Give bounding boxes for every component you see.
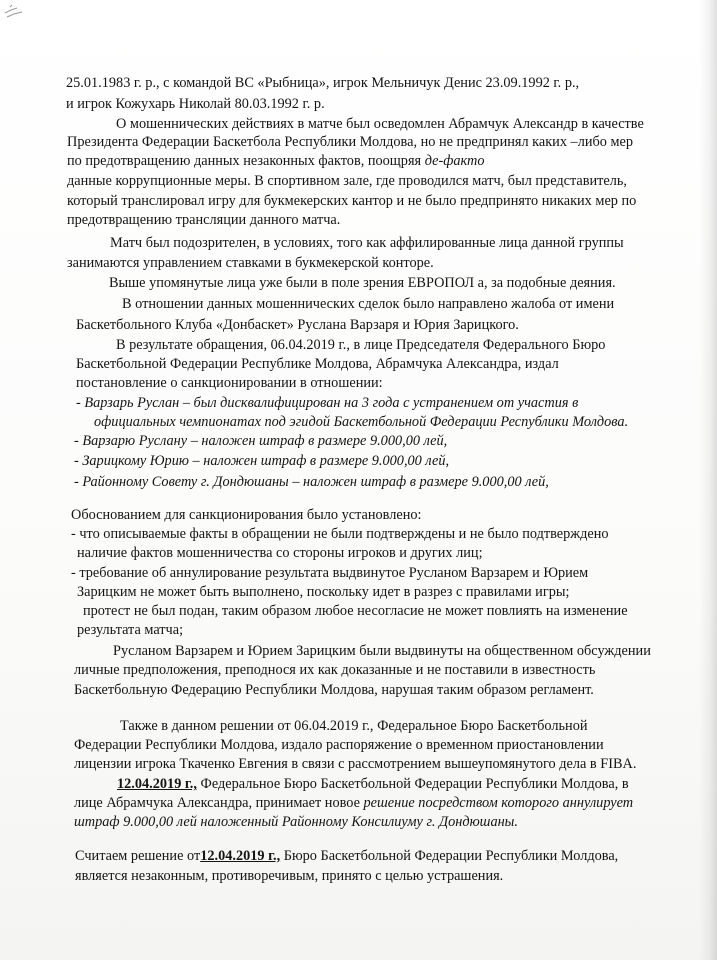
p9-decision-date: 12.04.2019 г., <box>200 848 281 864</box>
grounds-line-4: - требование об аннулирование результата выдвинутое Русланом Варзарем и Юрием <box>71 565 589 581</box>
intro-line-1: 25.01.1983 г. р., с командой ВС «Рыбница», игрок Мельничук Денис 23.09.1992 г. р., <box>66 75 580 91</box>
p7-line-1: Также в данном решении от 06.04.2019 г., Федеральное Бюро Баскетбольной <box>120 718 588 734</box>
p1-line-1: О мошеннических действиях в матче был осведомлен Абрамчук Александр в качестве <box>116 116 644 132</box>
p5-line-1: В результате обращения, 06.04.2019 г., в лице Председателя Федерального Бюро <box>116 337 606 353</box>
grounds-line-6: протест не был подан, таким образом любое несогласие не может повлиять на изменение <box>83 603 628 619</box>
p2-line-2: занимаются управлением ставками в букмекерской конторе. <box>67 255 434 271</box>
p8-line-2-text: лице Абрамчука Александра, принимает новое <box>74 795 364 811</box>
p8-line-1-text: Федеральное Бюро Баскетбольной Федерации Республики Молдова, в <box>196 776 629 792</box>
de-facto-term: де-факто <box>424 153 485 169</box>
p6-line-2: личные предположения, преподнося их как доказанные и не поставили в известность <box>74 662 596 678</box>
grounds-line-2: - что описываемые факты в обращении не были подтверждены и не было подтверждено <box>71 526 609 542</box>
p3-line-1: Выше упомянутые лица уже были в поле зрения ЕВРОПОЛ а, за подобные деяния. <box>109 275 616 291</box>
grounds-line-7: результата матча; <box>77 622 184 638</box>
p1-line-6: предотвращению трансляции данного матча. <box>67 212 341 228</box>
intro-line-2: и игрок Кожухарь Николай 80.03.1992 г. р. <box>66 96 325 112</box>
p1-line-5: который транслировал игру для букмекерских кантор и не было предпринято никаких мер по <box>67 193 637 209</box>
p9-line-2: является незаконным, противоречивым, принято с целью устрашения. <box>75 868 504 884</box>
sanction-item-1-line-1: - Варзарь Руслан – был дисквалифицирован на 3 года с устранением от участия в <box>76 395 579 411</box>
grounds-line-5: Зарицким не может быть выполнено, поскольку идет в разрез с правилами игры; <box>77 584 570 600</box>
scan-corner-mark <box>2 3 28 25</box>
sanction-item-3: - Зарицкому Юрию – наложен штраф в размере 9.000,00 лей, <box>74 453 450 469</box>
sanction-item-2: - Варзарю Руслану – наложен штраф в размере 9.000,00 лей, <box>74 433 448 449</box>
p7-line-2: Федерации Республики Молдова, издало распоряжение о временном приостановлении <box>74 737 604 753</box>
p1-line-3-text: по предотвращению данных незаконных фактов, поощряя <box>67 153 425 169</box>
p9-line-1-text-a: Считаем решение от <box>75 848 201 864</box>
p8-line-1 <box>117 776 629 793</box>
p9-line-1 <box>75 848 618 865</box>
p1-line-3 <box>67 153 484 170</box>
p5-line-2: Баскетбольной Федерации Республике Молдова, Абрамчука Александра, издал <box>76 356 559 372</box>
p1-line-2: Президента Федерации Баскетбола Республики Молдова, но не предпринял каких –либо мер <box>67 134 634 150</box>
p2-line-1: Матч был подозрителен, в условиях, того как аффилированные лица данной группы <box>110 235 624 251</box>
p4-line-1: В отношении данных мошеннических сделок было направлено жалоба от имени <box>122 296 615 312</box>
p6-line-1: Русланом Варзарем и Юрием Зарицким были выдвинуты на общественном обсуждении <box>113 643 651 659</box>
p6-line-3: Баскетбольную Федерацию Республики Молдова, нарушая таким образом регламент. <box>74 682 594 698</box>
p7-line-3: лицензии игрока Ткаченко Евгения в связи с рассмотрением вышеупомянутого дела в FIBA. <box>74 756 637 772</box>
p8-line-2 <box>74 795 633 812</box>
grounds-heading: Обоснованием для санкционирования было установлено: <box>71 507 422 523</box>
p5-line-3: постановление о санкционировании в отношении: <box>76 375 383 391</box>
p4-line-2: Баскетбольного Клуба «Донбаскет» Руслана Варзаря и Юрия Зарицкого. <box>76 317 519 333</box>
decision-italic: решение посредством которого аннулирует <box>363 795 634 811</box>
scan-edge-shadow <box>699 0 717 960</box>
sanction-item-4: - Районному Совету г. Дондюшаны – наложен штраф в размере 9.000,00 лей, <box>74 474 549 490</box>
p1-line-4: данные коррупционные меры. В спортивном зале, где проводился матч, был представитель, <box>67 173 627 189</box>
sanction-item-1-line-2: официальных чемпионатах под эгидой Баскетбольной Федерации Республики Молдова. <box>94 414 629 430</box>
p9-line-1-text-b: Бюро Баскетбольной Федерации Республики Молдова, <box>280 848 619 864</box>
p8-line-3: штраф 9.000,00 лей наложенный Районному Консилиуму г. Дондюшаны. <box>74 814 518 830</box>
grounds-line-3: наличие фактов мошенничества со стороны игроков и других лиц; <box>77 545 483 561</box>
decision-date: 12.04.2019 г., <box>117 776 197 792</box>
